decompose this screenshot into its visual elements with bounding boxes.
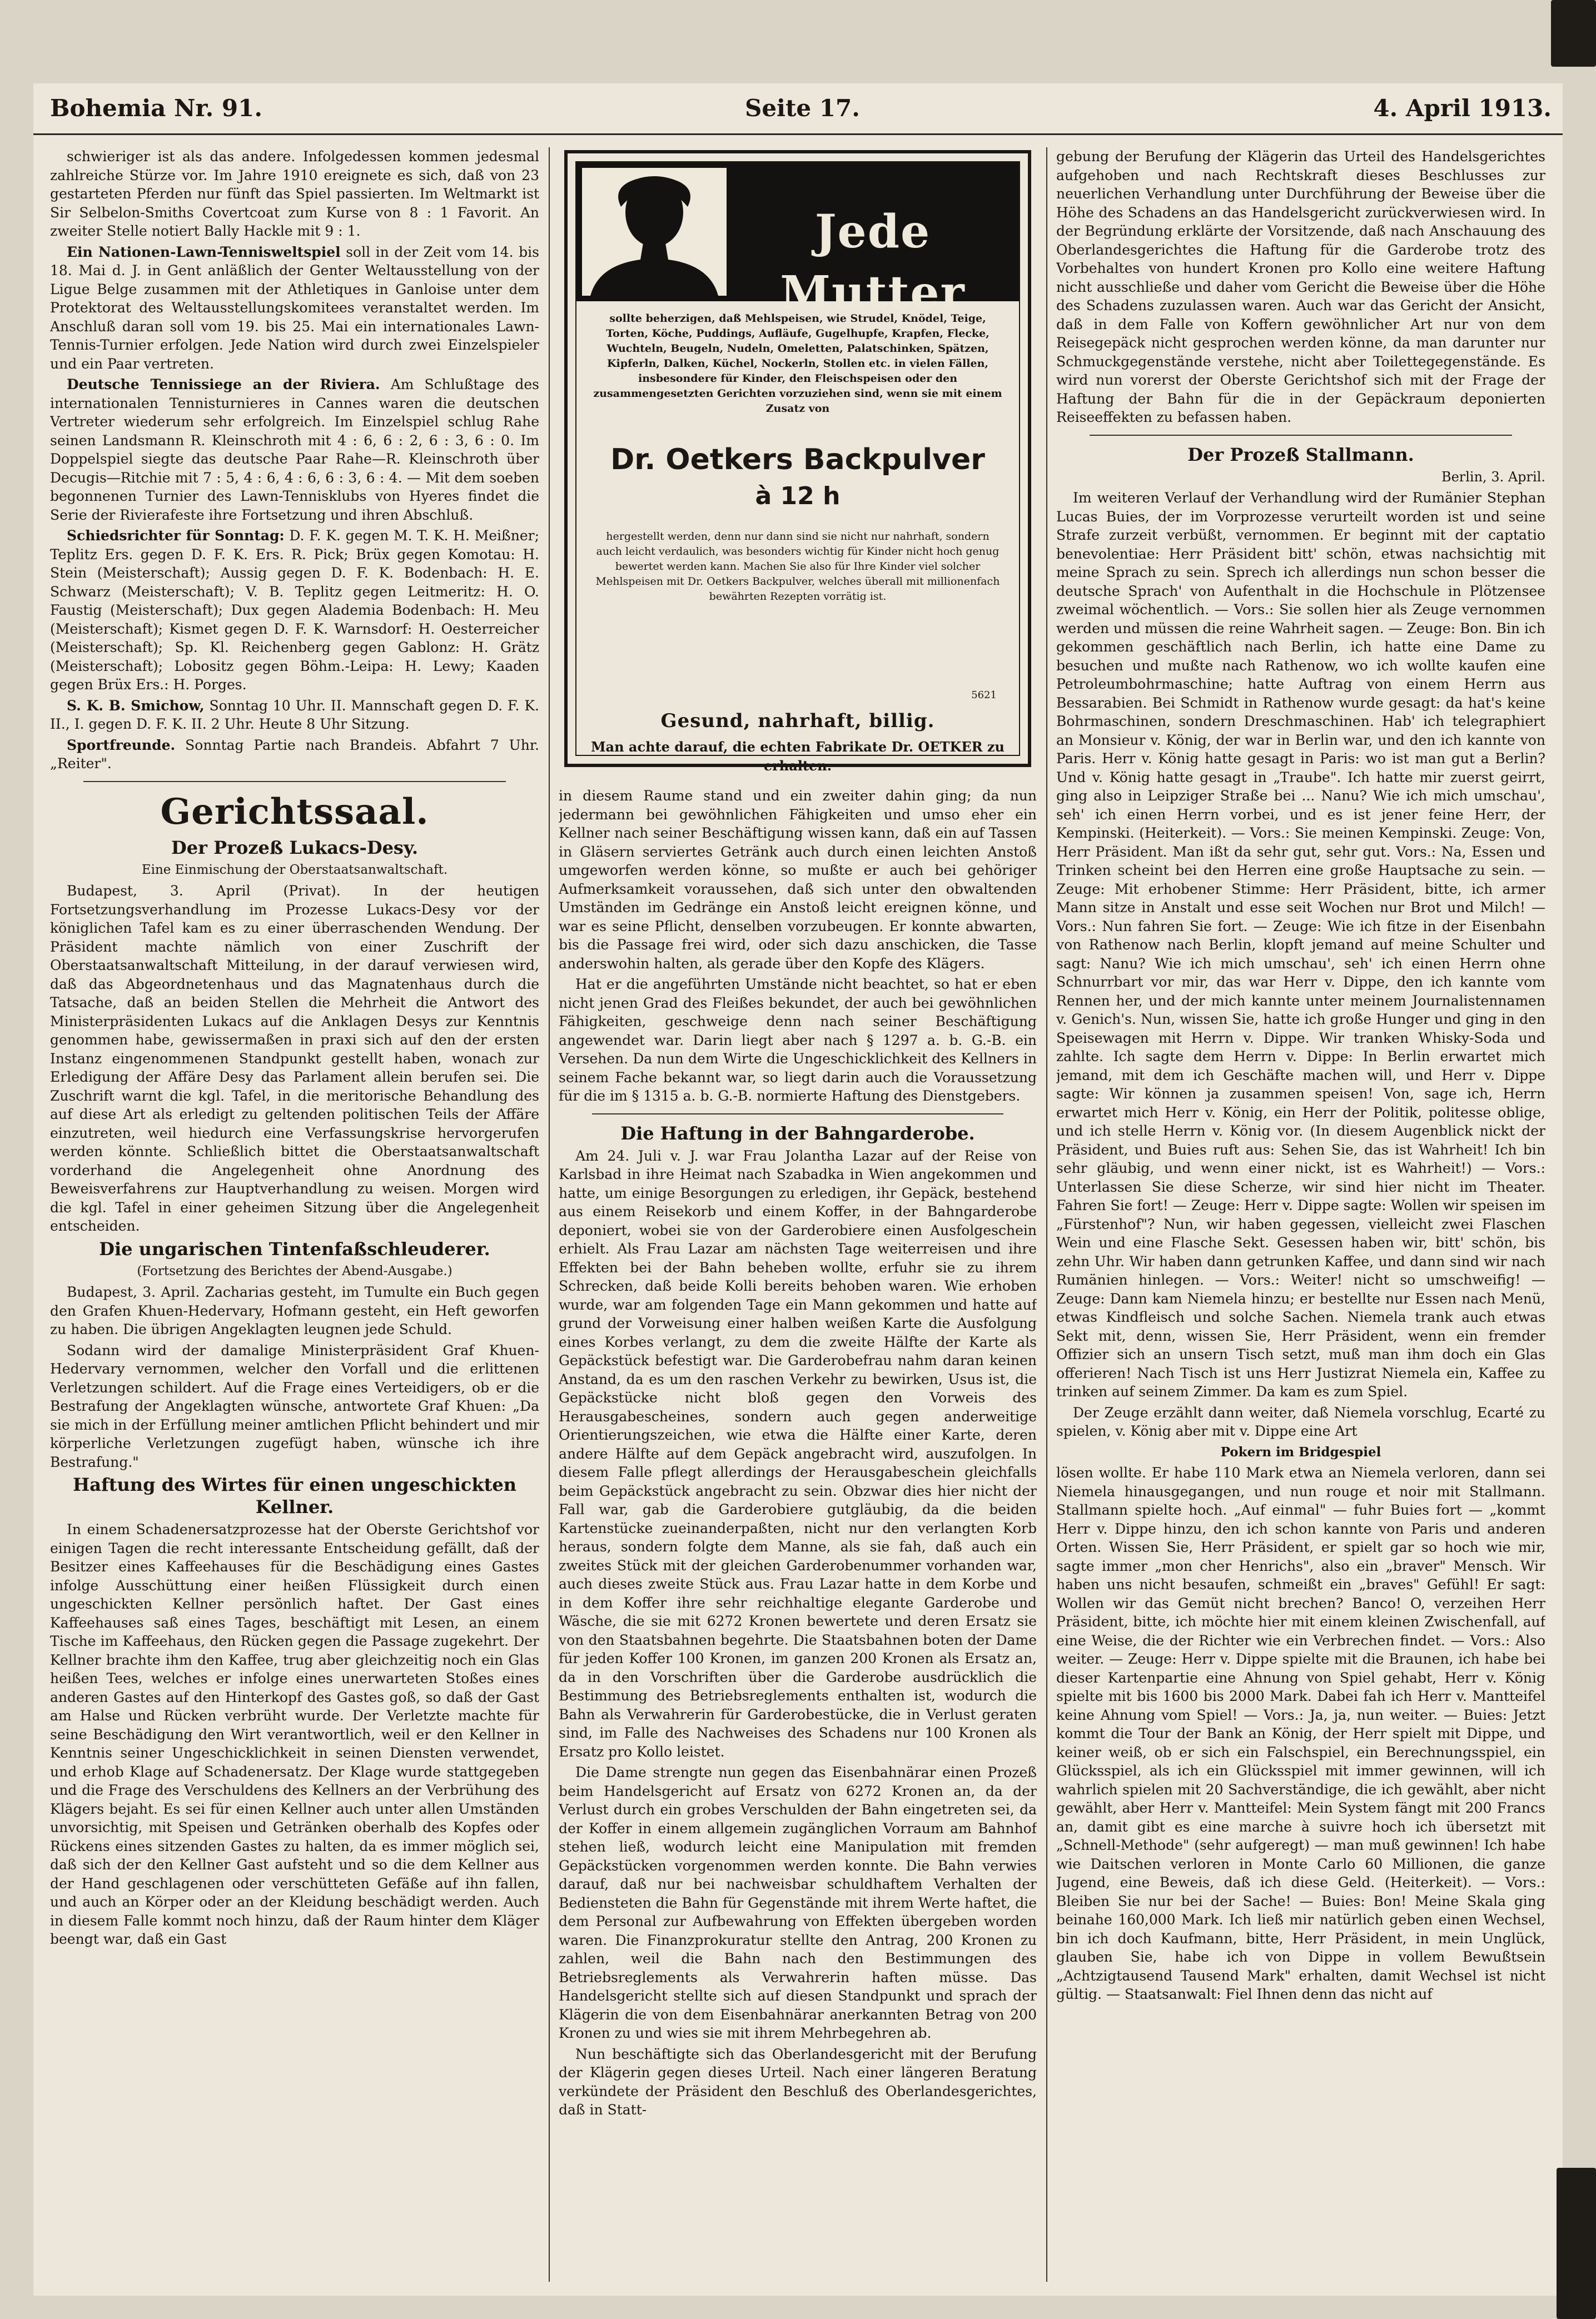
column-2 xyxy=(559,787,1037,2282)
article-subheading: Pokern im Bridgespiel xyxy=(1220,1444,1381,1460)
section-rule xyxy=(592,1113,1003,1114)
ad-frame xyxy=(575,161,1020,774)
sport-paragraph: Sportfreunde. Sonntag Partie nach Brandeis. Abfahrt 7 Uhr. „Reiter". xyxy=(50,736,539,772)
article-paragraph: Die Dame strengte nun gegen das Eisenbahnärar einen Prozeß beim Handelsgericht auf Ersatz von 6272 Kronen an, da der Verlust durch ein grobes Verschulden der Bahn eingetreten sei, da der Koffer in einem allgemein zugänglichen Vorraum am Bahnhof stehen ließ, wodurch leicht eine Manipulation mit fremden Gepäckstücken vorgenommen werden konnte. Die Bahn verwies darauf, daß nur bei nachweisbar schuldhaftem Verhalten der Bediensteten die Bahn für Gegenstände mit ihrem Werte haftet, die dem Personal zur Aufbewahrung von Effekten übergeben worden waren. Die Finanzprokuratur stellte den Antrag, 200 Kronen zu zahlen, weil die Bahn nach den Bestimmungen des Betriebsreglements als Verwahrerin haften müsse. Das Handelsgericht stellte sich auf diesen Standpunkt und sprach der Klägerin die von dem Eisenbahnärar anerkannten Betrag von 200 Kronen zu und wies sie mit ihrem Mehrbegehren ab. xyxy=(559,1764,1037,2041)
article-paragraph: Nun beschäftigte sich das Oberlandesgericht mit der Berufung der Klägerin gegen dieses Urteil. Nach einer längeren Beratung verkündete der Präsident den Beschluß des Oberlandesgerichtes, daß in Statt- xyxy=(559,2046,1037,2118)
column-3 xyxy=(1056,147,1545,2282)
column-divider xyxy=(1046,147,1047,2282)
article-paragraph: Im weiteren Verlauf der Verhandlung wird der Rumänier Stephan Lucas Buies, der im Vorprozesse verurteilt worden ist und seine Strafe zurzeit verbüßt, vernommen. Er beginnt mit der captatio benevolentiae: Herr Präsident bitt' schön, etwas nachsichtig mit meine Sprach zu sein. Sprech ich allerdings nun schon besser die deutsche Sprach' von Aufenthalt in die Hochschule in Plötzensee zweimal wöchentlich. — Vors.: Sie sollen hier als Zeuge vernommen werden und müssen die reine Wahrheit sagen. — Zeuge: Bon. Bin ich gekommen geschäftlich nach Berlin, ich hatte eine Dame zu besuchen und mußte nach Rathenow, wo ich wollte kaufen eine Petroleumbohrmaschine; hatte Auftrag von einem Herrn aus Bessarabien. Bei Schmidt in Rathenow wurde gesagt: da hat's keine Bohrmaschinen, sondern Dreschmaschinen. Hab' ich telegraphiert an Monsieur v. König, der war in Berlin war, und den ich kannte von Paris. Herr v. König hatte gesagt in Paris: wo ist man gut a Berlin? Und v. König hatte gesagt in „Traube". Ich hatte mir zuerst geirrt, ging also in Leipziger Straße bei ... Nanu? Wie ich mich umschau', seh' ich einen Herrn vorbei, und es ist jener feine Herr, der Kempinski. (Heiterkeit). — Vors.: Sie meinen Kempinski. Zeuge: Von, Herr Präsident. Man ißt da sehr gut, sehr gut. Vors.: Na, Essen und Trinken scheint bei den Herren eine große Hauptsache zu sein. — Zeuge: Mit erhobener Stimme: Herr Präsident, bitte, ich armer Mann sitze in Anstalt und esse seit Wochen nur Brot und Milch! — Vors.: Nun fahren Sie fort. — Zeuge: Wie ich fitze in der Eisenbahn von Rathenow nach Berlin, klopft jemand auf meine Schulter und sagt: Nanu? Wie ich mich umschau', seh' ich einen Herrn ohne Schnurrbart vor mir, das war Herr v. Dippe, den ich kannte vom Rennen her, und der mich kannte unter meinem Journalistennamen v. Genich's. Nun, wissen Sie, hatte ich große Hunger und ging in den Speisewagen mit Herrn v. Dippe. Wir tranken Whisky-Soda und zahlte. Ich sagte dem Herrn v. Dippe: In Berlin erwartet mich jemand, mit dem ich Geschäfte machen will, und Herr v. Dippe sagte: Wir können ja zusammen speisen! Von, sage ich, Herrn erwartet mich Herr v. König, ein Herr der Politik, politesse oblige, und ich stelle Herrn v. König vor. (In diesem Augenblick nickt der Präsident, und Buies ruft aus: Sehen Sie, das ist Wahrheit! Ich bin sehr gläubig, und wenn einer nickt, ist es Wahrheit!) — Vors.: Unterlassen Sie diese Scherze, wir sind hier nicht im Theater. Fahren Sie fort! — Zeuge: Herr v. Dippe sagte: Wollen wir speisen im „Fürstenhof"? Nun, wir haben gegessen, vielleicht zwei Flaschen Wein und eine Flasche Sekt. Gesessen haben wir, bitt' schön, bis zehn Uhr. Wir haben dann getrunken Kaffee, und dann sind wir nach Rumänien hinlegen. — Vors.: Weiter! nicht so umschweifig! — Zeuge: Dann kam Niemela hinzu; er bestellte nur Essen nach Menü, etwas Kindfleisch und solche Sachen. Niemela trank auch etwas Sekt mit, denn, wissen Sie, Herr Präsident, wenn ein fremder Offizier sich an unsern Tisch setzt, muß man ihm doch ein Glas offerieren! Nach Tisch ist uns Herr Justizrat Niemela ein, Kaffee zu trinken auf seinem Zimmer. Da kam es zum Spiel. xyxy=(1056,490,1545,1400)
article-paragraph: lösen wollte. Er habe 110 Mark etwa an Niemela verloren, dann sei Niemela hinausgegangen, und nun rouge et noir mit Stallmann. Stallmann spielte hoch. „Auf einmal" — fuhr Buies fort — „kommt Herr v. Dippe hinzu, den ich schon kannte von Paris und anderen Orten. Wissen Sie, Herr Präsident, er spielt gar so hoch wie mir, sagte immer „mon cher Henrichs", also ein „braver" Mensch. Wir haben uns nicht besaufen, schmeißt ein „braves" Gefühl! Er sagt: Wollen wir das Gemüt nicht brechen? Banco! O, verzeihen Herr Präsident, bitte, ich möchte hier mit einem kleinen Zwischenfall, auf eine Weise, die der Richter wie ein Verbrechen findet. — Vors.: Also weiter. — Zeuge: Herr v. Dippe spielte mit die Braunen, ich habe bei dieser Kartenpartie eine Ahnung von Spiel gehabt, Herr v. König spielte mit bis 1600 bis 2000 Mark. Dabei fah ich Herr v. Mantteifel keine Ahnung vom Spiel! — Vors.: Ja, ja, nun weiter. — Buies: Jetzt kommt die Tour der Bank an König, der Herr spielt mit Dippe, und keiner weiß, ob er sich ein Falschspiel, ein Berechnungsspiel, ein Glücksspiel, als ich ein Glücksspiel mit immer gewinnen, will ich wahrlich spielen mit 20 Sachverständige, die ich gewählt, aber nicht gewählt, aber Herr v. Mantteifel: Mein System fängt mit 200 Francs an, damit gibt es eine marche à suivre hoch ich übersetzt mit „Schnell-Methode" (sehr aufgeregt) — man muß gewinnen! Ich habe wie Daitschen verloren in Monte Carlo 60 Millionen, die ganze Jugend, eine Beweis, daß ich diese Geld. (Heiterkeit). — Vors.: Bleiben Sie nur bei der Sache! — Buies: Bon! Meine Skala ging beinahe 160,000 Mark. Ich ließ mir natürlich geben einen Wechsel, bin ich doch Kaufmann, bitte, Herr Präsident, in mein Unglück, glauben Sie, habe ich von Dippe in vollem Bewußtsein „Achtzigtausend Tausend Mark" erhalten, damit Wechsel ist nicht gültig. — Staatsanwalt: Fiel Ihnen denn das nicht auf xyxy=(1056,1465,1545,2002)
header-page-number: Seite 17. xyxy=(745,94,860,122)
article-paragraph: Der Zeuge erzählt dann weiter, daß Niemela vorschlug, Ecarté zu spielen, v. König aber mit v. Dippe eine Art xyxy=(1056,1404,1545,1439)
article-paragraph: in diesem Raume stand und ein zweiter dahin ging; da nun jedermann bei gewöhnlichen Fähigkeiten und umso eher ein Kellner nach seiner Beschäftigung wissen kann, daß ein auf Tassen in Gläsern serviertes Getränk auch durch einen leichten Anstoß umgeworfen werden könne, so mußte er auch bei gehöriger Aufmerksamkeit voraussehen, daß sich unter den obwaltenden Umständen im Gedränge ein Anstoß leicht ereignen könne, und war es seine Pflicht, denselben vorzubeugen. Er konnte abwarten, bis die Passage frei wird, oder sich dazu anschicken, die Tasse anderswohin halten, als gerade über den Kopfe des Klägers. xyxy=(559,788,1037,972)
scan-blot xyxy=(1557,2168,1596,2319)
article-subtitle: (Fortsetzung des Berichtes der Abend-Ausgabe.) xyxy=(137,1263,453,1278)
sport-paragraph: Schiedsrichter für Sonntag: D. F. K. gegen M. T. K. H. Meißner; Teplitz Ers. gegen D. F. K. Ers. R. Pick; Brüx gegen Komotau: H. Stein (Meisterschaft); Aussig gegen D. F. K. Bodenbach: H. E. Schwarz (Meisterschaft); V. B. Teplitz gegen Leitmeritz: H. O. Faustig (Meisterschaft); Dux gegen Alademia Bodenbach: H. Meu (Meisterschaft); Kismet gegen D. F. K. Warnsdorf: H. Oesterreicher (Meisterschaft); Sp. Kl. Reichenberg gegen Gablonz: H. Grätz (Meisterschaft); Lobositz gegen Böhm.-Leipa: H. Lewy; Kaaden gegen Brüx Ers.: H. Porges. xyxy=(50,528,539,693)
section-rule xyxy=(1090,435,1512,436)
ad-headline: Jede Mutter xyxy=(780,205,966,320)
article-title: Die Haftung in der Bahngarderobe. xyxy=(620,1122,975,1144)
sport-paragraph: Deutsche Tennissiege an der Riviera. Am Schlußtage des internationalen Tennisturnieres in Cannes waren die deutschen Vertreter wiederum sehr erfolgreich. Im Einzelspiel schlug Rahe seinen Landsmann R. Kleinschroth mit 4 : 6, 6 : 2, 6 : 3, 6 : 0. Im Doppelspiel siegte das deutsche Paar Rahe—R. Kleinschroth über Decugis—Ritchie mit 7 : 5, 4 : 6, 4 : 6, 6 : 3, 6 : 4. — Mit dem soeben begonnenen Turnier des Lawn-Tennisklubs von Hyeres findet die Serie der Rivierafeste ihre Fortsetzung und ihren Abschluß. xyxy=(50,376,539,523)
ad-slogan: Gesund, nahrhaft, billig. xyxy=(660,710,935,732)
article-paragraph: Budapest, 3. April (Privat). In der heutigen Fortsetzungsverhandlung im Prozesse Lukacs-Desy vor der königlichen Tafel kam es zu einer überraschenden Wendung. Der Präsident machte nämlich von einer Zuschrift der Oberstaatsanwaltschaft Mitteilung, in der darauf verwiesen wird, daß das Abgeordnetenhaus und das Magnatenhaus durch die Tatsache, daß an beiden Stellen die Mehrheit die Antwort des Ministerpräsidenten Lukacs auf die Anklagen Desys zur Kenntnis genommen habe, gewissermaßen in praxi sich auf den der ersten Instanz eingenommenen Standpunkt gestellt haben, wonach zur Erledigung der Affäre Desy das Parlament allein berufen sei. Die Zuschrift warnt die kgl. Tafel, in die meritorische Behandlung des auf diese Art als erledigt zu geltenden politischen Teils der Affäre einzutreten, weil hiedurch eine Verfassungskrise hervorgerufen werden könnte. Schließlich bittet die Oberstaatsanwaltschaft vorderhand die Angelegenheit ohne Anordnung des Beweisverfahrens zur Hauptverhandlung zu weisen. Morgen wird die kgl. Tafel in einer geheimen Sitzung über die Angelegenheit entscheiden. xyxy=(50,883,539,1234)
ad-body-text: hergestellt werden, denn nur dann sind sie nicht nur nahrhaft, sondern auch leicht verdaulich, was besonders wichtig für Kinder nicht hoch genug bewertet werden kann. Machen Sie also für Ihre Kinder viel solcher Mehlspeisen mit Dr. Oetkers Backpulver, welches überall mit millionenfach bewährten Rezepten vorrätig ist. xyxy=(595,530,1000,603)
article-paragraph: Am 24. Juli v. J. war Frau Jolantha Lazar auf der Reise von Karlsbad in ihre Heimat nach Szabadka in Wien angekommen und hatte, um einige Besorgungen zu erledigen, ihr Gepäck, bestehend aus einem Reisekorb und einem Koffer, in der Bahngarderobe deponiert, wobei sie von der Garderobiere einen Ausfolgeschein erhielt. Als Frau Lazar am nächsten Tage weiterreisen und ihre Effekten bei der Bahn beheben wollte, erfuhr sie zu ihrem Schrecken, daß beide Kolli bereits behoben waren. Wie erhoben wurde, war am folgenden Tage ein Mann gekommen und hatte auf grund der Vorweisung einer halben weißen Karte die Ausfolgung eines Korbes verlangt, zu dem die zweite Hälfte der Karte als Gepäckstück befestigt war. Die Garderobefrau nahm daran keinen Anstand, da es um den raschen Verkehr zu bewirken, Usus ist, die Gepäckstücke nicht bloß gegen den Vorweis des Herausgabescheines, sondern auch gegen anderweitige Orientierungszeichen, wie etwa die Hälfte einer Karte, deren andere Hälfte auf dem Gepäck angebracht wird, auszufolgen. In diesem Falle pflegt allerdings der Herausgabeschein gleichfalls beim Gepäckstück angebracht zu sein. Obzwar dies hier nicht der Fall war, gab die Garderobiere gutgläubig, da die beiden Kartenstücke zueinanderpaßten, nicht nur den verlangten Korb heraus, sondern folgte dem Manne, als sie fah, daß auch ein zweites Stück mit der gleichen Garderobenummer vorhanden war, auch dieses zweite Stück aus. Frau Lazar hatte in dem Korbe und in dem Koffer ihre sehr reichhaltige elegante Garderobe und Wäsche, die sie mit 6272 Kronen bewertete und deren Ersatz sie von den Staatsbahnen begehrte. Die Staatsbahnen boten der Dame für jeden Koffer 100 Kronen, im ganzen 200 Kronen als Ersatz an, da in den Vorschriften über die Garderobe ausdrücklich die Bestimmung des Betriebsreglements enthalten ist, wodurch die Bahn als Verwahrerin für Garderobestücke, die in Verlust geraten sind, im Falle des Nachweises des Schadens nur 100 Kronen als Ersatz pro Kollo leistet. xyxy=(559,1147,1037,1760)
ad-price: à 12 h xyxy=(755,482,841,510)
column-divider xyxy=(549,147,550,2282)
article-title: Haftung des Wirtes für einen ungeschickten Kellner. xyxy=(73,1474,516,1517)
sport-paragraph: schwieriger ist als das andere. Infolgedessen kommen jedesmal zahlreiche Stürze vor. Im Jahre 1910 ereignete es sich, daß von 23 gestarteten Pferden nur fünft das Spiel passierten. Im Weltmarkt ist Sir Selbelon-Smiths Covertcoat zum Kurse von 8 : 1 Favorit. An zweiter Stelle notiert Bally Hackle mit 9 : 1. xyxy=(50,148,539,239)
header-date: 4. April 1913. xyxy=(1373,94,1552,122)
section-title: Gerichtssaal. xyxy=(160,790,429,833)
ad-banner xyxy=(576,162,1019,320)
article-title: Der Prozeß Lukacs-Desy. xyxy=(171,837,418,858)
article-subtitle: Eine Einmischung der Oberstaatsanwaltschaft. xyxy=(141,862,448,877)
ad-body-text: sollte beherzigen, daß Mehlspeisen, wie Strudel, Knödel, Teige, Torten, Köche, Puddings, Aufläufe, Gugelhupfe, Krapfen, Flecke, Wuchteln, Beugeln, Nudeln, Omeletten, Palatschinken, Spätzen, Kipferln, Dalken, Küchel, Nockerln, Stollen etc. in vielen Fällen, insbesondere für Kinder, den Fleischspeisen oder den zusammengesetzten Gerichten vorzuziehen sind, wenn sie mit einem Zusatz von xyxy=(593,312,1002,415)
scan-blot xyxy=(1551,0,1596,67)
dateline: Berlin, 3. April. xyxy=(1441,469,1545,485)
header-masthead: Bohemia Nr. 91. xyxy=(50,94,262,122)
sport-paragraph: S. K. B. Smichow, Sonntag 10 Uhr. II. Mannschaft gegen D. F. K. II., I. gegen D. F. K. II. 2 Uhr. Heute 8 Uhr Sitzung. xyxy=(50,697,539,732)
article-paragraph: Hat er die angeführten Umstände nicht beachtet, so hat er eben nicht jenen Grad des Fleißes bekundet, der auch bei gewöhnlichen Fähigkeiten, geschweige denn nach seiner Beschäftigung angewendet war. Darin liegt aber nach § 1297 a. b. G.-B. ein Versehen. Da nun dem Wirte die Ungeschicklichkeit des Kellners in seinem Fache bekannt war, so liegt darin auch die Voraussetzung für die im § 1315 a. b. G.-B. normierte Haftung des Dienstgebers. xyxy=(559,976,1037,1104)
page-header xyxy=(33,83,1563,135)
article-title: Der Prozeß Stallmann. xyxy=(1187,444,1414,465)
article-paragraph: Sodann wird der damalige Ministerpräsident Graf Khuen-Hedervary vernommen, welcher den Vorfall und die erlittenen Verletzungen schildert. Auf die Frage eines Verteidigers, ob er die Bestrafung der Angeklagten wünsche, antwortete Graf Khuen: „Da sie mich in der Erfüllung meiner amtlichen Pflicht behindert und mir körperliche Verletzungen zugefügt haben, wünsche ich ihre Bestrafung." xyxy=(50,1342,539,1470)
sport-paragraph: Ein Nationen-Lawn-Tennisweltspiel soll in der Zeit vom 14. bis 18. Mai d. J. in Gent anläßlich der Genter Weltausstellung von der Ligue Belge zusammen mit der Athletiques in Ganloise unter dem Protektorat des Weltausstellungskomitees veranstaltet werden. Im Anschluß daran soll vom 19. bis 25. Mai ein internationales Lawn-Tennis-Turnier erfolgen. Jede Nation wird durch zwei Einzelspieler und ein Paar vertreten. xyxy=(50,243,539,372)
column-1 xyxy=(50,147,539,2282)
article-paragraph: Budapest, 3. April. Zacharias gesteht, im Tumulte ein Buch gegen den Grafen Khuen-Hedervary, Hofmann gesteht, ein Heft geworfen zu haben. Die übrigen Angeklagten leugnen jede Schuld. xyxy=(50,1284,539,1337)
ad-brand: Dr. Oetkers Backpulver xyxy=(610,443,985,476)
oetker-advertisement xyxy=(564,150,1031,774)
ad-note: Man achte darauf, die echten Fabrikate Dr. OETKER zu erhalten. xyxy=(590,739,1005,774)
ad-code: 5621 xyxy=(971,689,997,701)
article-title: Die ungarischen Tintenfaßschleuderer. xyxy=(99,1238,490,1260)
article-paragraph: gebung der Berufung der Klägerin das Urteil des Handelsgerichtes aufgehoben und nach Rechtskraft dieses Beschlusses zur neuerlichen Verhandlung unter Durchführung der Beweise über die Höhe des Schadens an das Handelsgericht zurückverwiesen wird. In der Begründung erklärte der Vorsitzende, daß nach Anschauung des Oberlandesgerichtes die Haftung für die Garderobe trotz des Vorbehaltes von hundert Kronen pro Kollo eine weitere Haftung nicht ausschließe und daher vom Gericht die Beweise über die Höhe des Schadens zuzulassen waren. Auch war das Gericht der Ansicht, daß in dem Falle von Koffern gewöhnlicher Art nur von dem Reisegepäck nicht gesprochen werden könne, da man darunter nur Schmuckgegenstände verstehe, nicht aber Toilettegegenstände. Es wird nun vorerst der Oberste Gerichtshof sich mit der Frage der Haftung der Bahn für die in der Gepäckraum deponierten Reiseeffekten zu befassen haben. xyxy=(1056,148,1545,425)
section-rule xyxy=(83,781,506,782)
article-paragraph: In einem Schadenersatzprozesse hat der Oberste Gerichtshof vor einigen Tagen die recht interessante Entscheidung gefällt, daß der Besitzer eines Kaffeehauses für die Beschädigung eines Gastes infolge Ausschüttung einer heißen Flüssigkeit durch einen ungeschickten Kellner persönlich haftet. Der Gast eines Kaffeehauses saß eines Tages, beschäftigt mit Lesen, an einem Tische im Kaffeehaus, den Rücken gegen die Passage zugekehrt. Der Kellner brachte ihm den Kaffee, trug aber gleichzeitig noch ein Glas heißen Tees, welches er infolge eines unerwarteten Stoßes eines anderen Gastes auf den Hinterkopf des Gastes goß, so daß der Gast am Halse und Rücken verbrüht wurde. Der Verletzte machte für seine Beschädigung den Wirt verantwortlich, weil er den Kellner in Kenntnis seiner Ungeschicklichkeit in seinen Diensten verwendet, und erhob Klage auf Schadenersatz. Der Klage wurde stattgegeben und die Frage des Verschuldens des Kellners an der Verbrühung des Klägers bejaht. Es sei für einen Kellner auch unter allen Umständen unvorsichtig, mit Speisen und Getränken oberhalb des Kopfes oder Rückens eines sitzenden Gastes zu halten, da es immer möglich sei, daß sich der den Kellner Gast aufsteht und so die dem Kellner aus der Hand geschlagenen oder verschütteten Gefäße auf ihn fallen, und auch an Körper oder an der Kleidung beschädigt werden. Auch in diesem Falle kommt noch hinzu, daß der Raum hinter dem Kläger beengt war, daß ein Gast xyxy=(50,1521,539,1947)
mother-silhouette-icon xyxy=(582,168,727,296)
newspaper-page xyxy=(33,83,1563,2296)
